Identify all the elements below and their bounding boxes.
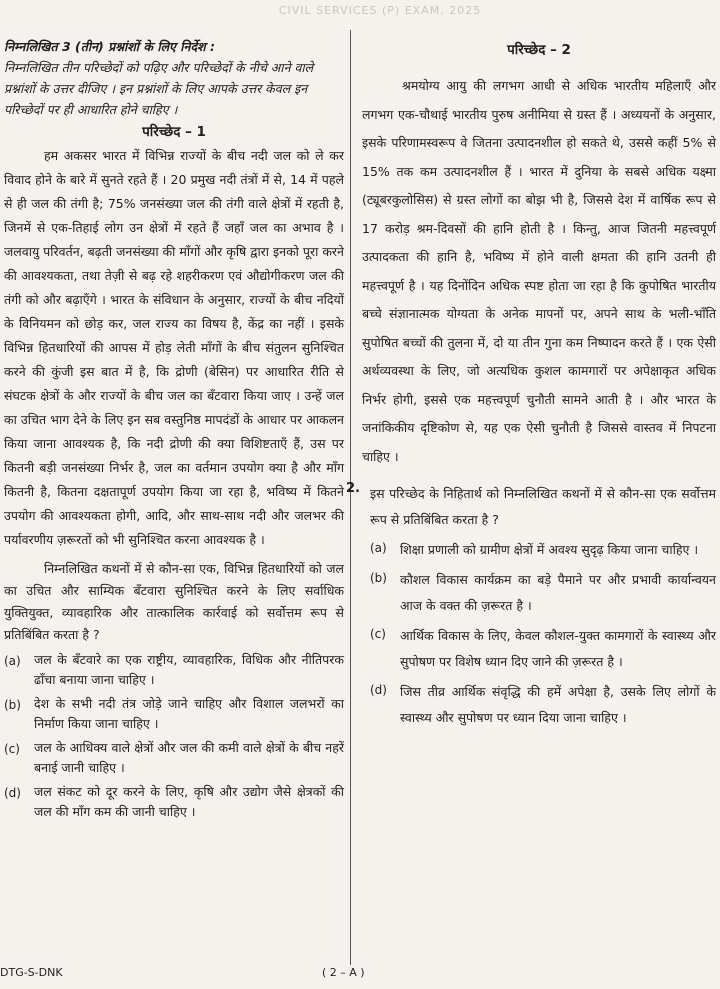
option-text: देश के सभी नदी तंत्र जोड़े जाने चाहिए और विशाल जलभरों का निर्माण किया जाना चाहिए । bbox=[34, 696, 344, 731]
option-text: जल के बँटवारे का एक राष्ट्रीय, व्यावहारिक, विधिक और नीतिपरक ढाँचा बनाया जाना चाहिए । bbox=[34, 652, 344, 687]
option-text: जिस तीव्र आर्थिक संवृद्धि की हमें अपेक्षा है, उसके लिए लोगों के स्वास्थ्य और सुपोषण पर ध्यान दिया जाना चाहिए । bbox=[400, 684, 716, 725]
option-label: (d) bbox=[370, 683, 387, 697]
option-label: (b) bbox=[370, 571, 387, 585]
question1-option-b[interactable] bbox=[4, 694, 344, 734]
question2 bbox=[346, 481, 716, 731]
instructions-title: निम्नलिखित 3 (तीन) प्रश्नांशों के लिए निर्देश : bbox=[4, 39, 215, 54]
question1-option-d[interactable] bbox=[4, 782, 344, 822]
passage1-text: हम अकसर भारत में विभिन्न राज्यों के बीच नदी जल को ले कर विवाद होने के बारे में सुनते रहते हैं । 20 प्रमुख नदी तंत्रों में से, 14 में पहले से ही जल की तंगी है; 75% जनसंख्या जल की तंगी वाले क्षेत्रों में रहती है, जिनमें से एक-तिहाई लोग उन क्षेत्रों में रहते हैं जहाँ जल का अभाव है । जलवायु परिवर्तन, बढ़ती जनसंख्या की माँगों और कृषि द्वारा इनको पूरा करने की आवश्यकता, तथा तेज़ी से बढ़ रहे शहरीकरण एवं औद्योगीकरण जल की तंगी को और बढ़ाएँगे । भारत के संविधान के अनुसार, राज्यों के बीच नदियों के विनियमन को छोड़ कर, जल राज्य का विषय है, केंद्र का नहीं । इसके विभिन्न हितधारियों की आपस में होड़ लेती माँगों के बीच संतुलन सुनिश्चित करने की कुंजी इस बात में है, कि द्रोणी (बेसिन) पर आधारित रीति से संघटक क्षेत्रों के और राज्यों के बीच जल का बँटवारा किया जाए । उन्हें जल का उचित भाग देने के लिए इन सब वस्तुनिष्ठ मापदंडों के आधार पर आकलन किया जाना आवश्यक है, कि नदी द्रोणी की क्या विशिष्टताएँ हैं, उस पर कितनी बड़ी जनसंख्या निर्भर है, जल का वर्तमान उपयोग क्या है और माँग कितनी है, कितना दक्षतापूर्ण उपयोग किया जा रहा है, भविष्य में कितने उपयोग की आवश्यकता होगी, आदि, और साथ-साथ नदी और जलभर की पर्यावरणीय ज़रूरतों को भी सुनिश्चित करना आवश्यक है । bbox=[4, 148, 344, 547]
right-column bbox=[346, 36, 716, 731]
question1 bbox=[4, 558, 344, 822]
option-label: (a) bbox=[4, 654, 21, 668]
instructions bbox=[4, 36, 344, 120]
question2-number: 2. bbox=[346, 481, 360, 496]
option-text: जल संकट को दूर करने के लिए, कृषि और उद्योग जैसे क्षेत्रकों की जल की माँग कम की जानी चाहिए । bbox=[34, 784, 344, 819]
question1-option-c[interactable] bbox=[4, 738, 344, 778]
passage2-heading: परिच्छेद – 2 bbox=[507, 42, 571, 58]
option-text: जल के आधिक्य वाले क्षेत्रों और जल की कमी वाले क्षेत्रों के बीच नहरें बनाई जानी चाहिए । bbox=[34, 740, 344, 775]
option-label: (a) bbox=[370, 541, 387, 555]
question2-option-b[interactable] bbox=[370, 567, 716, 619]
option-label: (c) bbox=[4, 742, 20, 756]
question2-option-a[interactable] bbox=[370, 537, 716, 563]
passage2-text: श्रमयोग्य आयु की लगभग आधी से अधिक भारतीय महिलाएँ और लगभग एक-चौथाई भारतीय पुरुष अनीमिया से ग्रस्त हैं । अध्ययनों के अनुसार, इसके परिणामस्वरूप वे जितना उत्पादनशील हो सकते थे, उससे कहीं 5% से 15% तक कम उत्पादनशील हैं । भारत में दुनिया के सबसे अधिक यक्ष्मा (ट्यूबरकुलोसिस) से ग्रस्त लोगों का बोझ भी है, जिससे देश में वार्षिक रूप से 17 करोड़ श्रम-दिवसों की हानि होती है । किन्तु, आज जितनी महत्त्वपूर्ण उत्पादकता की हानि है, भविष्य में होने वाली क्षमता की हानि उतनी ही महत्त्वपूर्ण है । यह दिनोंदिन अधिक स्पष्ट होता जा रहा है कि कुपोषित भारतीय बच्चे संज्ञानात्मक योग्यता के अनेक मापनों पर, अपने साथ के भली-भाँति सुपोषित बच्चों की तुलना में, दो या तीन गुना कम निष्पादन करते हैं । एक ऐसी अर्थव्यवस्था के लिए, जो अत्यधिक कुशल कामगारों पर अपेक्षाकृत अधिक निर्भर होगी, इससे एक महत्त्वपूर्ण चुनौती सामने आती है । और भारत के जनांकिकीय दृष्टिकोण से, यह एक ऐसी चुनौती है जिससे वास्तव में निपटना चाहिए । bbox=[362, 78, 716, 464]
question2-option-c[interactable] bbox=[370, 623, 716, 675]
question1-option-a[interactable] bbox=[4, 650, 344, 690]
option-text: शिक्षा प्रणाली को ग्रामीण क्षेत्रों में अवश्य सुदृढ़ किया जाना चाहिए । bbox=[400, 542, 699, 557]
left-column bbox=[4, 36, 344, 822]
option-label: (b) bbox=[4, 698, 21, 712]
instructions-body: निम्नलिखित तीन परिच्छेदों को पढ़िए और परिच्छेदों के नीचे आने वाले प्रश्नांशों के उत्तर दीजिए । इन प्रश्नांशों के लिए आपके उत्तर केवल इन परिच्छेदों पर ही आधारित होने चाहिए । bbox=[4, 60, 314, 117]
question2-stem: इस परिच्छेद के निहितार्थ को निम्नलिखित कथनों में से कौन-सा एक सर्वोत्तम रूप से प्रतिबिंबित करता है ? bbox=[370, 486, 716, 527]
option-label: (c) bbox=[370, 627, 386, 641]
page-number: ( 2 – A ) bbox=[322, 966, 365, 979]
footer-code: DTG-S-DNK bbox=[0, 966, 63, 979]
question2-option-d[interactable] bbox=[370, 679, 716, 731]
page-header-faint: CIVIL SERVICES (P) EXAM, 2025 bbox=[278, 4, 482, 17]
option-text: आर्थिक विकास के लिए, केवल कौशल-युक्त कामगारों के स्वास्थ्य और सुपोषण पर विशेष ध्यान दिए जाने की ज़रूरत है । bbox=[400, 628, 716, 669]
passage1-heading: परिच्छेद – 1 bbox=[142, 124, 206, 140]
question1-stem: निम्नलिखित कथनों में से कौन-सा एक, विभिन्न हितधारियों को जल का उचित और साम्यिक बँटवारा सुनिश्चित करने के लिए सर्वाधिक युक्तियुक्त, व्यावहारिक और तात्कालिक कार्रवाई को सर्वोत्तम रूप से प्रतिबिंबित करता है ? bbox=[4, 561, 344, 642]
option-text: कौशल विकास कार्यक्रम का बड़े पैमाने पर और प्रभावी कार्यान्वयन आज के वक्त की ज़रूरत है । bbox=[400, 572, 716, 613]
option-label: (d) bbox=[4, 786, 21, 800]
